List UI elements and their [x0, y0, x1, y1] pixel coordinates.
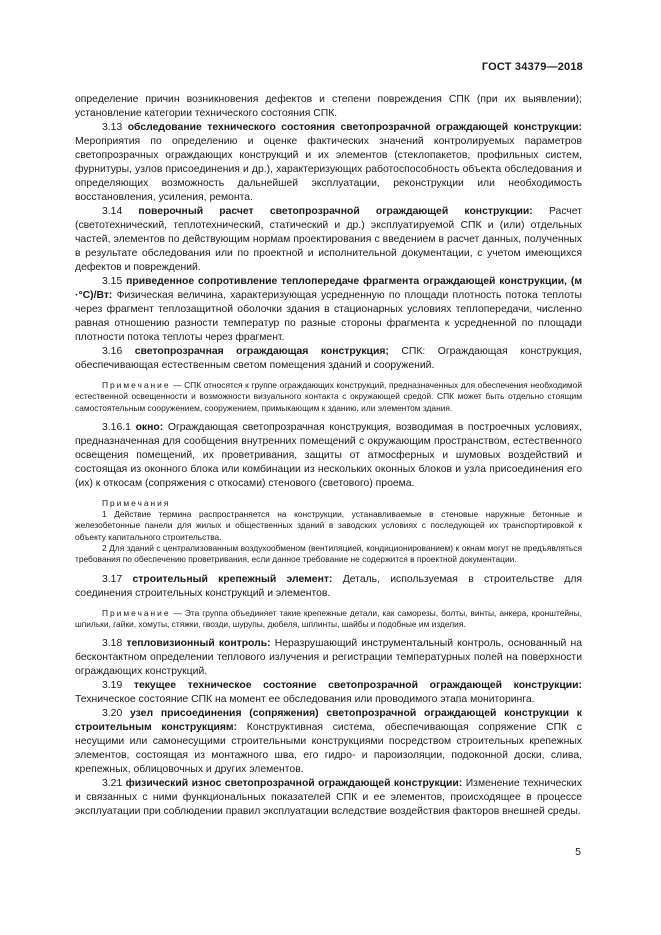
term-number: 3.13: [102, 122, 123, 133]
note-3-17: [75, 608, 582, 631]
term-3-18: [75, 637, 582, 679]
term-number: 3.15: [102, 276, 123, 287]
note-3-16-1-item-1: 1 Действие термина распространяется на конструкции, устанавливаемые в стеновые наружные бетонные и железобетонные панели для жилых и общественных зданий в заводских условиях с последующей их транспортировкой к объекту капитального строительства.: [75, 509, 582, 542]
term-3-21: [75, 777, 582, 819]
note-3-16: [75, 380, 582, 414]
term-number: 3.20: [102, 708, 123, 720]
note-label: Примечание: [102, 607, 171, 618]
term-title: обследование технического состояния светопрозрачной ограждающей конструкции:: [127, 122, 582, 133]
term-3-13: [75, 121, 582, 205]
term-title: поверочный расчет светопрозрачной ограждающей конструкции:: [138, 206, 533, 217]
note-label: Примечание: [102, 380, 171, 390]
term-3-16-1: [75, 421, 582, 491]
term-number: 3.21: [102, 778, 123, 790]
term-definition: Физическая величина, характеризующая усредненную по площади плотность потока теплоты через фрагмент теплозащитной оболочки здания в стационарных условиях теплопередачи, численно равная отношению разности температур по разные стороны фрагмента к усредненной по площади плотности потока теплоты через фрагмент.: [75, 290, 582, 343]
paragraph-intro: определение причин возникновения дефектов и степени повреждения СПК (при их выявлении); установление категории технического состояния СПК.: [75, 94, 582, 119]
term-title: окно:: [135, 421, 164, 433]
term-title: узел присоединения (сопряжения) светопрозрачной ограждающей конструкции к строительным конструкциям:: [75, 708, 583, 734]
term-title: текущее техническое состояние светопрозрачной ограждающей конструкции:: [133, 680, 582, 692]
term-3-19: [75, 679, 582, 707]
term-number: 3.18: [102, 638, 123, 650]
note-text: — СПК относятся к группе ограждающих конструкций, предназначенных для обеспечения необходимой естественной освещенности и возможности визуального контакта с окружающей средой. СПК может быть отдельно стоящим самостоятельным сооружением, сооружением, примыкающим к зданию, или элементом здания.: [75, 380, 583, 413]
document-code-header: ГОСТ 34379—2018: [481, 61, 583, 73]
term-number: 3.16.1: [102, 421, 131, 433]
term-title: физический износ светопрозрачной ограждающей конструкции:: [125, 778, 463, 790]
term-number: 3.14: [102, 206, 123, 217]
term-number: 3.16: [102, 346, 123, 357]
note-text: — Эта группа объединяет такие крепежные детали, как саморезы, болты, винты, анкера, кронштейны, шпильки, гайки, хомуты, стяжки, гвозди, шурупы, дюбеля, шплинты, шайбы и подобные им изделия.: [75, 607, 583, 629]
term-definition: Мероприятия по определению и оценке фактических значений контролируемых параметров светопрозрачных ограждающих конструкций и их элементов (стеклопакетов, профильных систем, фурнитуры, узлов присоединения и др.), характеризующих работоспособность объекта обследования и определяющих возможность дальнейшей эксплуатации, реконструкции или необходимость восстановления, усиления, ремонта.: [75, 136, 582, 203]
term-title: тепловизионный контроль:: [126, 638, 271, 650]
term-definition: СПК: Ограждающая конструкция, обеспечивающая естественным светом помещения зданий и сооружений.: [75, 346, 582, 371]
term-definition: Техническое состояние СПК на момент ее обследования или проводимого этапа мониторинга.: [75, 694, 535, 706]
term-number: 3.19: [102, 680, 123, 692]
term-definition: Деталь, используемая в строительстве для соединения строительных конструкций и элементов.: [75, 573, 583, 599]
term-definition: Ограждающая светопрозрачная конструкция, возводимая в построечных условиях, предназначенная для сообщения внутренних помещений с окружающим пространством, естественного освещения помещений, их проветривания, защиты от атмосферных и шумовых воздействий и состоящая из оконного блока или комбинации из нескольких оконных блоков и узла присоединения его (их) к откосам (сопряжения с откосами) стенового (светового) проема.: [75, 421, 582, 489]
term-definition: Конструктивная система, обеспечивающая сопряжение СПК с несущими или самонесущими строительными конструкциями посредством строительных крепежных элементов, состоящая из монтажного шва, его гидро- и пароизоляции, подоконной доски, слива, крепежных, облицовочных и других элементов.: [75, 722, 582, 776]
term-title: светопрозрачная ограждающая конструкция;: [134, 346, 389, 357]
term-definition: Изменение технических и связанных с ними функциональных показателей СПК и ее элементов, происходящее в процессе эксплуатации при соблюдении правил эксплуатации вследствие воздействия факторов внешней среды.: [75, 778, 583, 818]
term-definition: Неразрушающий инструментальный контроль, основанный на бесконтактном определении теплового излучения и регистрации температурных полей на поверхности ограждающих конструкций.: [75, 638, 582, 678]
term-3-14: [75, 205, 582, 275]
term-3-20: [75, 707, 582, 777]
term-3-16: [75, 345, 582, 373]
note-3-16-1-item-2: 2 Для зданий с централизованным воздухообменом (вентиляцией, кондиционированием) к окнам могут не предъявляться требования по обеспечению проветривания, если данное требование не содержится в проектной документации.: [75, 543, 582, 565]
term-3-15: [75, 275, 582, 345]
term-number: 3.17: [102, 573, 123, 585]
notes-3-16-1-label: Примечания: [102, 497, 171, 508]
term-definition: Расчет (светотехнический, теплотехнический, статический и др.) эксплуатируемой СПК и (или) отдельных частей, элементов по действующим нормам проектирования с введением в расчет данных, полученных в результате обследования или по проектной и исполнительной документации, с учетом имеющихся дефектов и повреждений.: [75, 206, 583, 273]
term-3-17: [75, 573, 582, 601]
document-body: [75, 93, 582, 819]
term-title: приведенное сопротивление теплопередаче фрагмента ограждающей конструкции, (м ·°С)/Вт:: [75, 276, 583, 301]
term-title: строительный крепежный элемент:: [132, 573, 333, 585]
page-number: 5: [575, 846, 581, 858]
